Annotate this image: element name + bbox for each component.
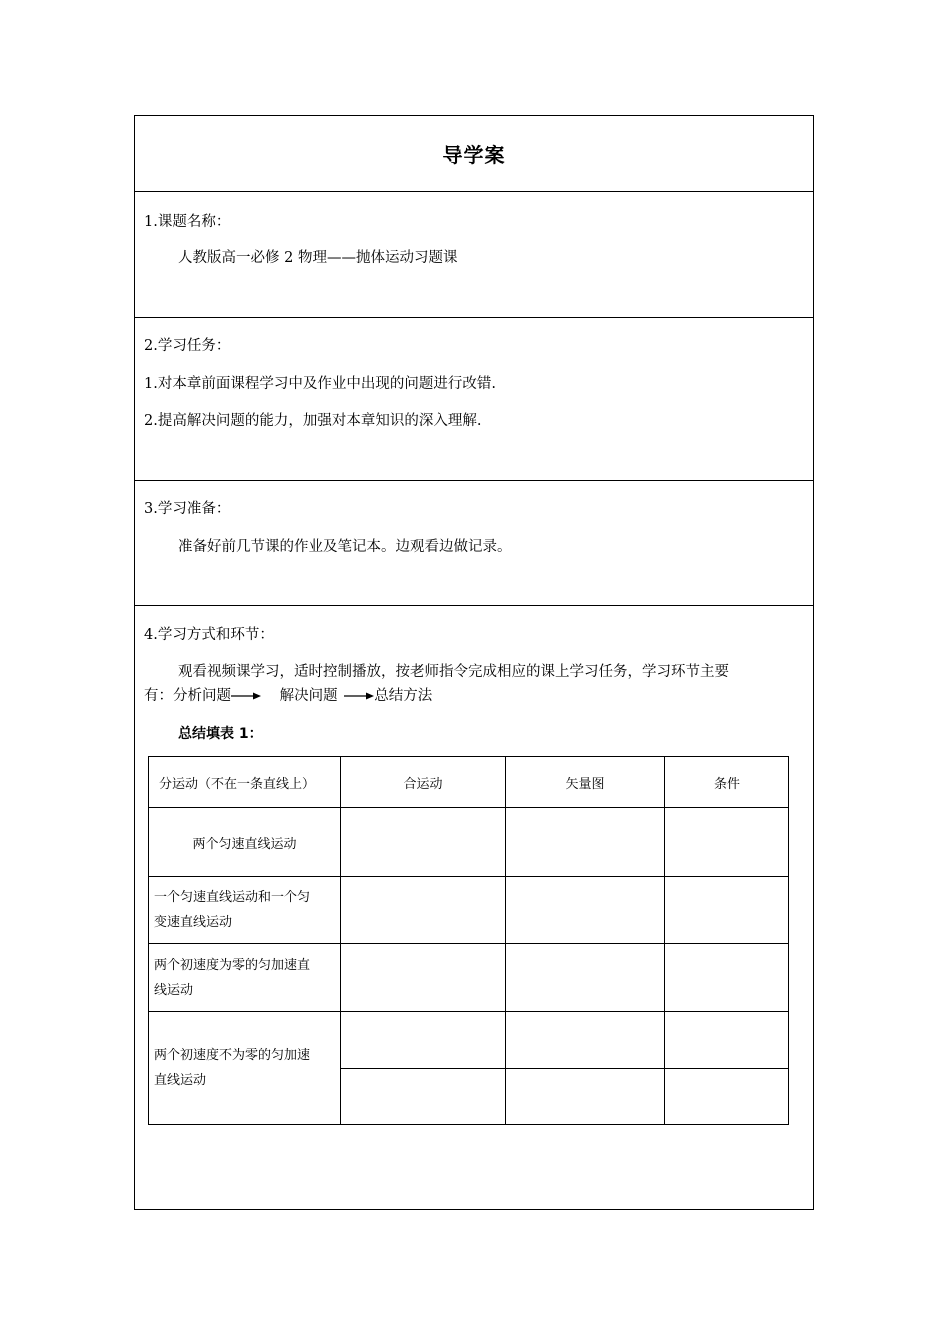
step-summarize: 总结方法 (374, 688, 433, 704)
table-row-1-label: 两个匀速直线运动 (192, 836, 297, 852)
table-row-4-line1: 两个初速度不为零的匀加速 (154, 1048, 311, 1063)
arrow-right-icon (344, 691, 374, 701)
process-prefix: 有： (144, 688, 173, 704)
section-topic-heading: 1.课题名称： (144, 214, 231, 230)
task-item-2: 2.提高解决问题的能力，加强对本章知识的深入理解. (144, 413, 482, 429)
header-condition: 条件 (713, 776, 740, 792)
table-row-3-label (154, 944, 340, 1011)
task-item-1: 1.对本章前面课程学习中及作业中出现的问题进行改错. (144, 376, 496, 392)
section-method-heading: 4.学习方式和环节： (144, 627, 274, 643)
section-preparation (135, 480, 813, 606)
table-row-4-line2: 直线运动 (154, 1073, 207, 1088)
table-row-2-label (154, 877, 340, 943)
section-preparation-content: 准备好前几节课的作业及笔记本。边观看边做记录。 (178, 539, 512, 555)
header-component-motion: 分运动（不在一条直线上） (159, 776, 316, 792)
section-tasks (135, 317, 813, 481)
page-title: 导学案 (442, 143, 506, 167)
section-topic-content: 人教版高一必修 2 物理——抛体运动习题课 (178, 250, 458, 266)
section-preparation-heading: 3.学习准备： (144, 501, 231, 517)
table-row-2-line2: 变速直线运动 (154, 915, 233, 930)
section-method (135, 605, 813, 1209)
table-row-3-line1: 两个初速度为零的匀加速直 (154, 957, 311, 973)
header-resultant-motion: 合运动 (403, 776, 443, 792)
step-analyze: 分析问题 (173, 688, 231, 704)
process-flow (144, 684, 432, 705)
table-row-4-label (154, 1012, 340, 1124)
table-row-3-line2: 线运动 (154, 982, 194, 998)
step-solve: 解决问题 (279, 688, 338, 704)
section-tasks-heading: 2.学习任务： (144, 338, 231, 354)
header-vector-diagram: 矢量图 (565, 776, 605, 792)
arrow-right-icon (231, 691, 261, 701)
table-caption: 总结填表 1： (178, 726, 263, 742)
table-row-2-line1: 一个匀速直线运动和一个匀 (154, 890, 311, 905)
document-frame (134, 115, 814, 1210)
summary-table (148, 756, 789, 1125)
section-method-content-line1: 观看视频课学习，适时控制播放，按老师指令完成相应的课上学习任务，学习环节主要 (178, 664, 729, 680)
section-topic (135, 191, 813, 318)
